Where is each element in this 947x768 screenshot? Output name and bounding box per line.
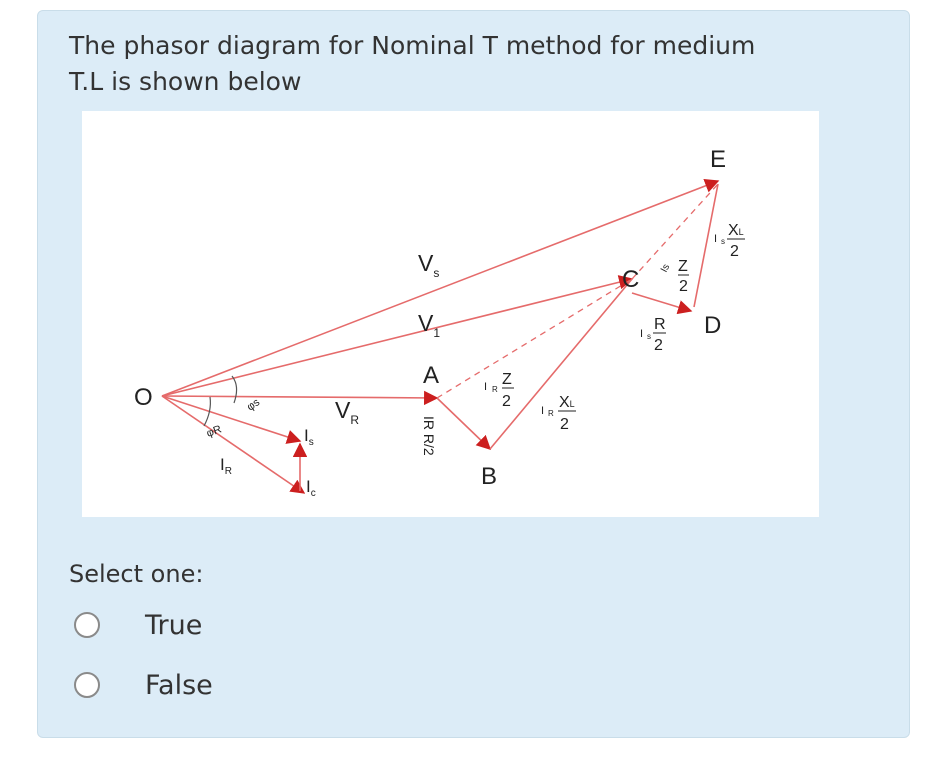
label-a: A bbox=[423, 362, 440, 389]
option-false-label[interactable]: False bbox=[145, 669, 213, 701]
svg-text:s: s bbox=[721, 237, 725, 246]
svg-text:2: 2 bbox=[730, 243, 739, 260]
label-d: D bbox=[704, 312, 722, 339]
label-is-xl2 bbox=[714, 222, 745, 260]
svg-text:2: 2 bbox=[679, 278, 688, 295]
label-ir: $I_R$ bbox=[220, 455, 232, 477]
svg-text:2: 2 bbox=[654, 337, 663, 354]
label-v1: $V_1$ bbox=[418, 310, 441, 340]
svg-text:Z: Z bbox=[678, 258, 688, 275]
svg-text:s: s bbox=[647, 332, 651, 341]
phasor-ir-r2 bbox=[437, 398, 490, 449]
label-phi-r: φR bbox=[204, 423, 224, 440]
label-ir-r2 bbox=[421, 416, 437, 456]
option-true-label[interactable]: True bbox=[145, 609, 203, 641]
phasor-ir bbox=[162, 396, 304, 493]
phasor-is-xl2 bbox=[694, 184, 718, 307]
svg-text:XL: XL bbox=[559, 394, 575, 411]
question-text bbox=[69, 28, 849, 100]
svg-text:IR R/2: IR R/2 bbox=[421, 416, 437, 456]
option-true[interactable] bbox=[74, 605, 202, 645]
radio-false[interactable] bbox=[74, 672, 100, 698]
label-is: $I_s$ bbox=[304, 426, 314, 448]
label-vr: $V_R$ bbox=[335, 397, 360, 427]
label-is-r2 bbox=[640, 316, 666, 354]
label-ir-z2 bbox=[484, 371, 514, 410]
svg-text:Is: Is bbox=[658, 262, 673, 275]
svg-text:I: I bbox=[640, 328, 644, 340]
phasor-is-r2 bbox=[632, 293, 691, 311]
svg-text:2: 2 bbox=[560, 416, 569, 433]
svg-text:I: I bbox=[541, 405, 545, 417]
phasor-is bbox=[162, 396, 300, 441]
label-ic: $I_c$ bbox=[306, 477, 316, 499]
svg-text:R: R bbox=[654, 316, 666, 333]
question-line-2: T.L is shown below bbox=[69, 67, 302, 96]
svg-text:Z: Z bbox=[502, 371, 512, 388]
phasor-vr bbox=[162, 396, 437, 398]
label-is-z2 bbox=[659, 258, 689, 295]
label-phi-s: φs bbox=[244, 396, 263, 414]
option-false[interactable] bbox=[74, 665, 213, 705]
question-line-1: The phasor diagram for Nominal T method for medium bbox=[69, 31, 756, 60]
svg-text:2: 2 bbox=[502, 393, 511, 410]
radio-true[interactable] bbox=[74, 612, 100, 638]
label-origin: O bbox=[134, 384, 153, 411]
svg-text:I: I bbox=[484, 381, 488, 393]
label-e: E bbox=[710, 146, 727, 173]
phasor-v1 bbox=[162, 279, 632, 396]
label-ir-xl2 bbox=[541, 394, 576, 433]
label-c: C bbox=[622, 266, 640, 293]
svg-text:R: R bbox=[492, 385, 498, 394]
dashed-ir-z2 bbox=[437, 279, 632, 398]
select-one-label: Select one: bbox=[69, 560, 204, 588]
phasor-diagram-image bbox=[82, 111, 819, 517]
svg-text:XL: XL bbox=[728, 222, 744, 239]
svg-text:I: I bbox=[714, 233, 718, 245]
label-vs: $V_s$ bbox=[418, 250, 440, 280]
svg-text:R: R bbox=[548, 409, 554, 418]
phasor-diagram bbox=[82, 111, 819, 517]
arc-phi-s bbox=[232, 376, 237, 403]
label-b: B bbox=[481, 463, 498, 490]
